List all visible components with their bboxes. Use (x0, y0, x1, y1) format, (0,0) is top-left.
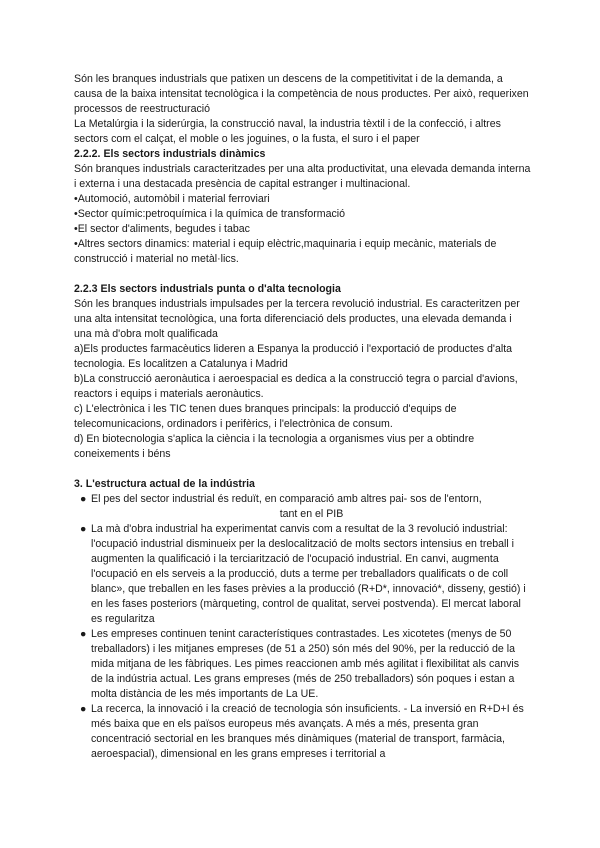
high-tech-point: a)Els productes farmacèutics lideren a Espanya la producció i l'exportació de productes d'alta tecnologia. Es localitzen a Catalunya i Madrid (74, 343, 513, 370)
list-item (74, 522, 532, 627)
industry-structure-list (74, 492, 532, 762)
list-item-text: Les empreses continuen tenint característiques contrastades. Les xicotetes (menys de 50 treballadors) i les mitjanes empreses (de 51 a 250) són més del 90%, per la reducció de la mida mitjana de les fàbriques. Les pimes reaccionen amb més agilitat i flexibilitat als canvis de la indústria actual. Les grans empreses (més de 250 treballadors) són poques i estan a molta distància de les més importants de La UE. (91, 628, 520, 700)
list-item (74, 492, 532, 522)
high-tech-point: d) En biotecnologia s'aplica la ciència i la tecnologia a organismes vius per a obtindre coneixements i béns (74, 433, 475, 460)
dynamic-sector-item: •Altres sectors dinamics: material i equip elèctric,maquinaria i equip mecànic, materials de construcció i material no metàl·lics. (74, 238, 497, 265)
high-tech-point: c) L'electrònica i les TIC tenen dues branques principals: la producció d'equips de telecomunicacions, ordinadors i perifèrics, i l'electrònica de consum. (74, 403, 457, 430)
list-item-text: La recerca, la innovació i la creació de tecnologia són insuficients. - La inversió en R+D+I és més baixa que en els països europeus més avançats. A més a més, presenta gran concentració sectorial en les branques més dinàmiques (material de transport, farmàcia, aeroespacial), dimensional en les grans empreses i territorial a (91, 703, 524, 760)
spacer (74, 267, 532, 282)
spacer (74, 462, 532, 477)
bullet-icon: ● (80, 493, 87, 505)
heading-dynamic-sectors: 2.2.2. Els sectors industrials dinàmics (74, 148, 266, 160)
heading-high-tech-sectors: 2.2.3 Els sectors industrials punta o d'alta tecnologia (74, 283, 341, 295)
document-body (74, 72, 532, 762)
heading-industry-structure: 3. L'estructura actual de la indústria (74, 478, 255, 490)
high-tech-point: b)La construcció aeronàutica i aeroespacial es dedica a la construcció tegra o parcial d'avions, reactors i equips i materials aeronàutics. (74, 373, 518, 400)
dynamic-sector-item: •El sector d'aliments, begudes i tabac (74, 223, 250, 235)
list-item-continuation: tant en el PIB (279, 508, 344, 520)
dynamic-sector-item: •Sector químic:petroquímica i la química de transformació (74, 208, 346, 220)
intro-paragraph: Són les branques industrials que patixen un descens de la competitivitat i de la demanda, a causa de la baixa intensitat tecnològica i la competència de nous productes. Per això, requerixen processos de reestructuració (74, 73, 529, 115)
bullet-icon: ● (80, 628, 87, 640)
list-item (74, 702, 532, 762)
high-tech-paragraph: Són les branques industrials impulsades per la tercera revolució industrial. Es caracteritzen per una alta intensitat tecnològica, una forta diferenciació dels productes, una elevada demanda i una mà d'obra molt qualificada (74, 298, 520, 340)
bullet-icon: ● (80, 523, 87, 535)
list-item-text: El pes del sector industrial és reduït, en comparació amb altres pai- sos de l'entorn, (91, 493, 482, 505)
declining-sectors-list: La Metalúrgia i la siderúrgia, la construcció naval, la industria tèxtil i de la confecció, i altres sectors com el calçat, el moble o les joguines, o la fusta, el suro i el paper (74, 118, 501, 145)
bullet-icon: ● (80, 703, 87, 715)
dynamic-sector-item: •Automoció, automòbil i material ferroviari (74, 193, 270, 205)
dynamic-sectors-paragraph: Són branques industrials caracteritzades per una alta productivitat, una elevada demanda interna i externa i una destacada presència de capital estranger i multinacional. (74, 163, 531, 190)
list-item-text: La mà d'obra industrial ha experimentat canvis com a resultat de la 3 revolució industrial: l'ocupació industrial disminueix per la deslocalització de molts sectors intensius en treball i augmenten la qualificació i la terciarització de l'ocupació industrial. En canvi, augmenta l'ocupació en els serveis a la producció, duts a terme per treballadors qualificats o de coll blanc», que treballen en les fases prèvies a la producció (R+D*, innovació*, disseny, gestió) i en les fases posteriors (màrqueting, control de qualitat, servei postvenda). El mercat laboral es regularitza (91, 523, 526, 625)
list-item (74, 627, 532, 702)
